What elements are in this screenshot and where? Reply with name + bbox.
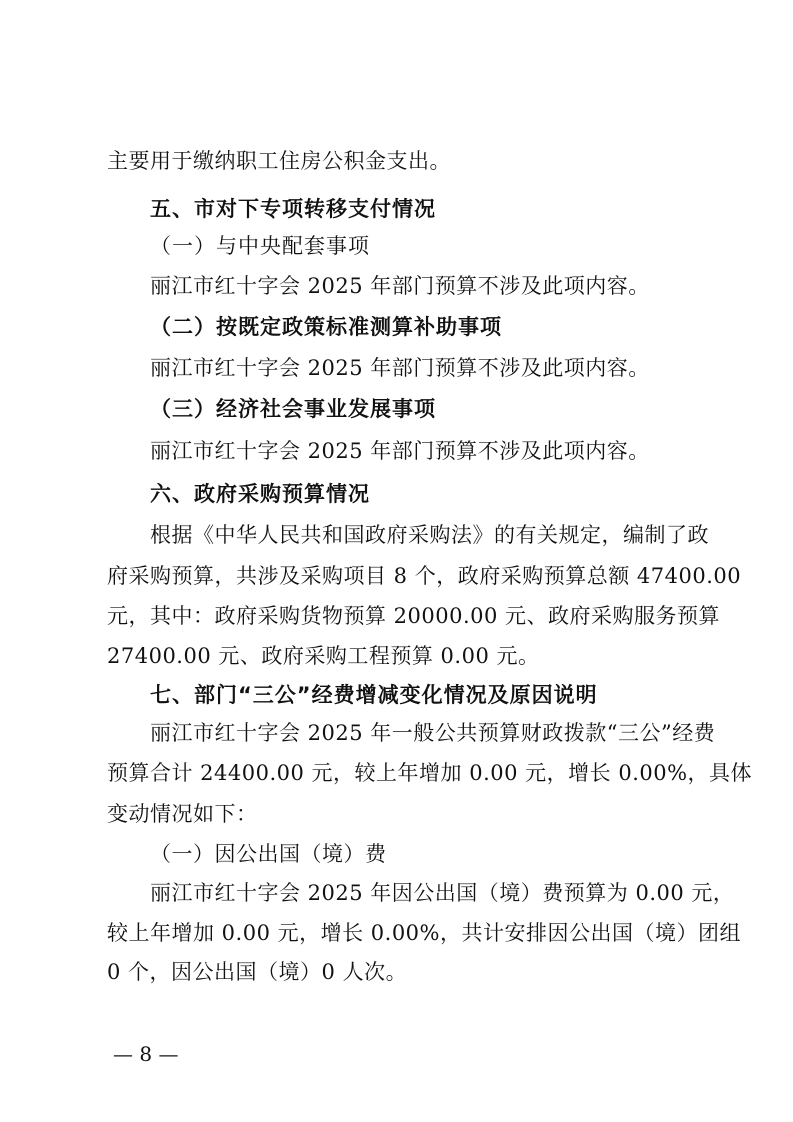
paragraph-line: 0 个，因公出国（境）0 人次。 [107, 960, 408, 984]
paragraph-line: 丽江市红十字会 2025 年部门预算不涉及此项内容。 [150, 439, 650, 463]
paragraph-line: 府采购预算，共涉及采购项目 8 个，政府采购预算总额 47400.00 [107, 564, 742, 588]
section-heading-6: 六、政府采购预算情况 [150, 482, 370, 506]
subsection-heading: （二）按既定政策标准测算补助事项 [150, 315, 502, 339]
paragraph-line: 丽江市红十字会 2025 年部门预算不涉及此项内容。 [150, 274, 650, 298]
paragraph-line: 丽江市红十字会 2025 年因公出国（境）费预算为 0.00 元， [150, 881, 735, 905]
section-heading-5: 五、市对下专项转移支付情况 [150, 197, 436, 221]
paragraph-line: 变动情况如下： [107, 802, 258, 826]
paragraph-line: 27400.00 元、政府采购工程预算 0.00 元。 [107, 644, 540, 668]
page-number: — 8 — [113, 1042, 179, 1066]
paragraph-line: 元，其中：政府采购货物预算 20000.00 元、政府采购服务预算 [107, 604, 721, 628]
paragraph-line: 丽江市红十字会 2025 年一般公共预算财政拨款“三公”经费 [150, 721, 716, 745]
section-heading-7: 七、部门“三公”经费增减变化情况及原因说明 [150, 683, 598, 707]
paragraph-line: 丽江市红十字会 2025 年部门预算不涉及此项内容。 [150, 356, 650, 380]
subsection-heading: （三）经济社会事业发展事项 [150, 397, 436, 421]
subsection-heading: （一）因公出国（境）费 [150, 842, 387, 866]
paragraph-line: 根据《中华人民共和国政府采购法》的有关规定，编制了政 [150, 523, 709, 547]
paragraph-line: 较上年增加 0.00 元，增长 0.00%，共计安排因公出国（境）团组 [107, 921, 741, 945]
paragraph-line: 主要用于缴纳职工住房公积金支出。 [107, 149, 451, 173]
paragraph-line: 预算合计 24400.00 元，较上年增加 0.00 元，增长 0.00%，具体 [107, 761, 753, 785]
subsection-heading: （一）与中央配套事项 [150, 234, 370, 258]
